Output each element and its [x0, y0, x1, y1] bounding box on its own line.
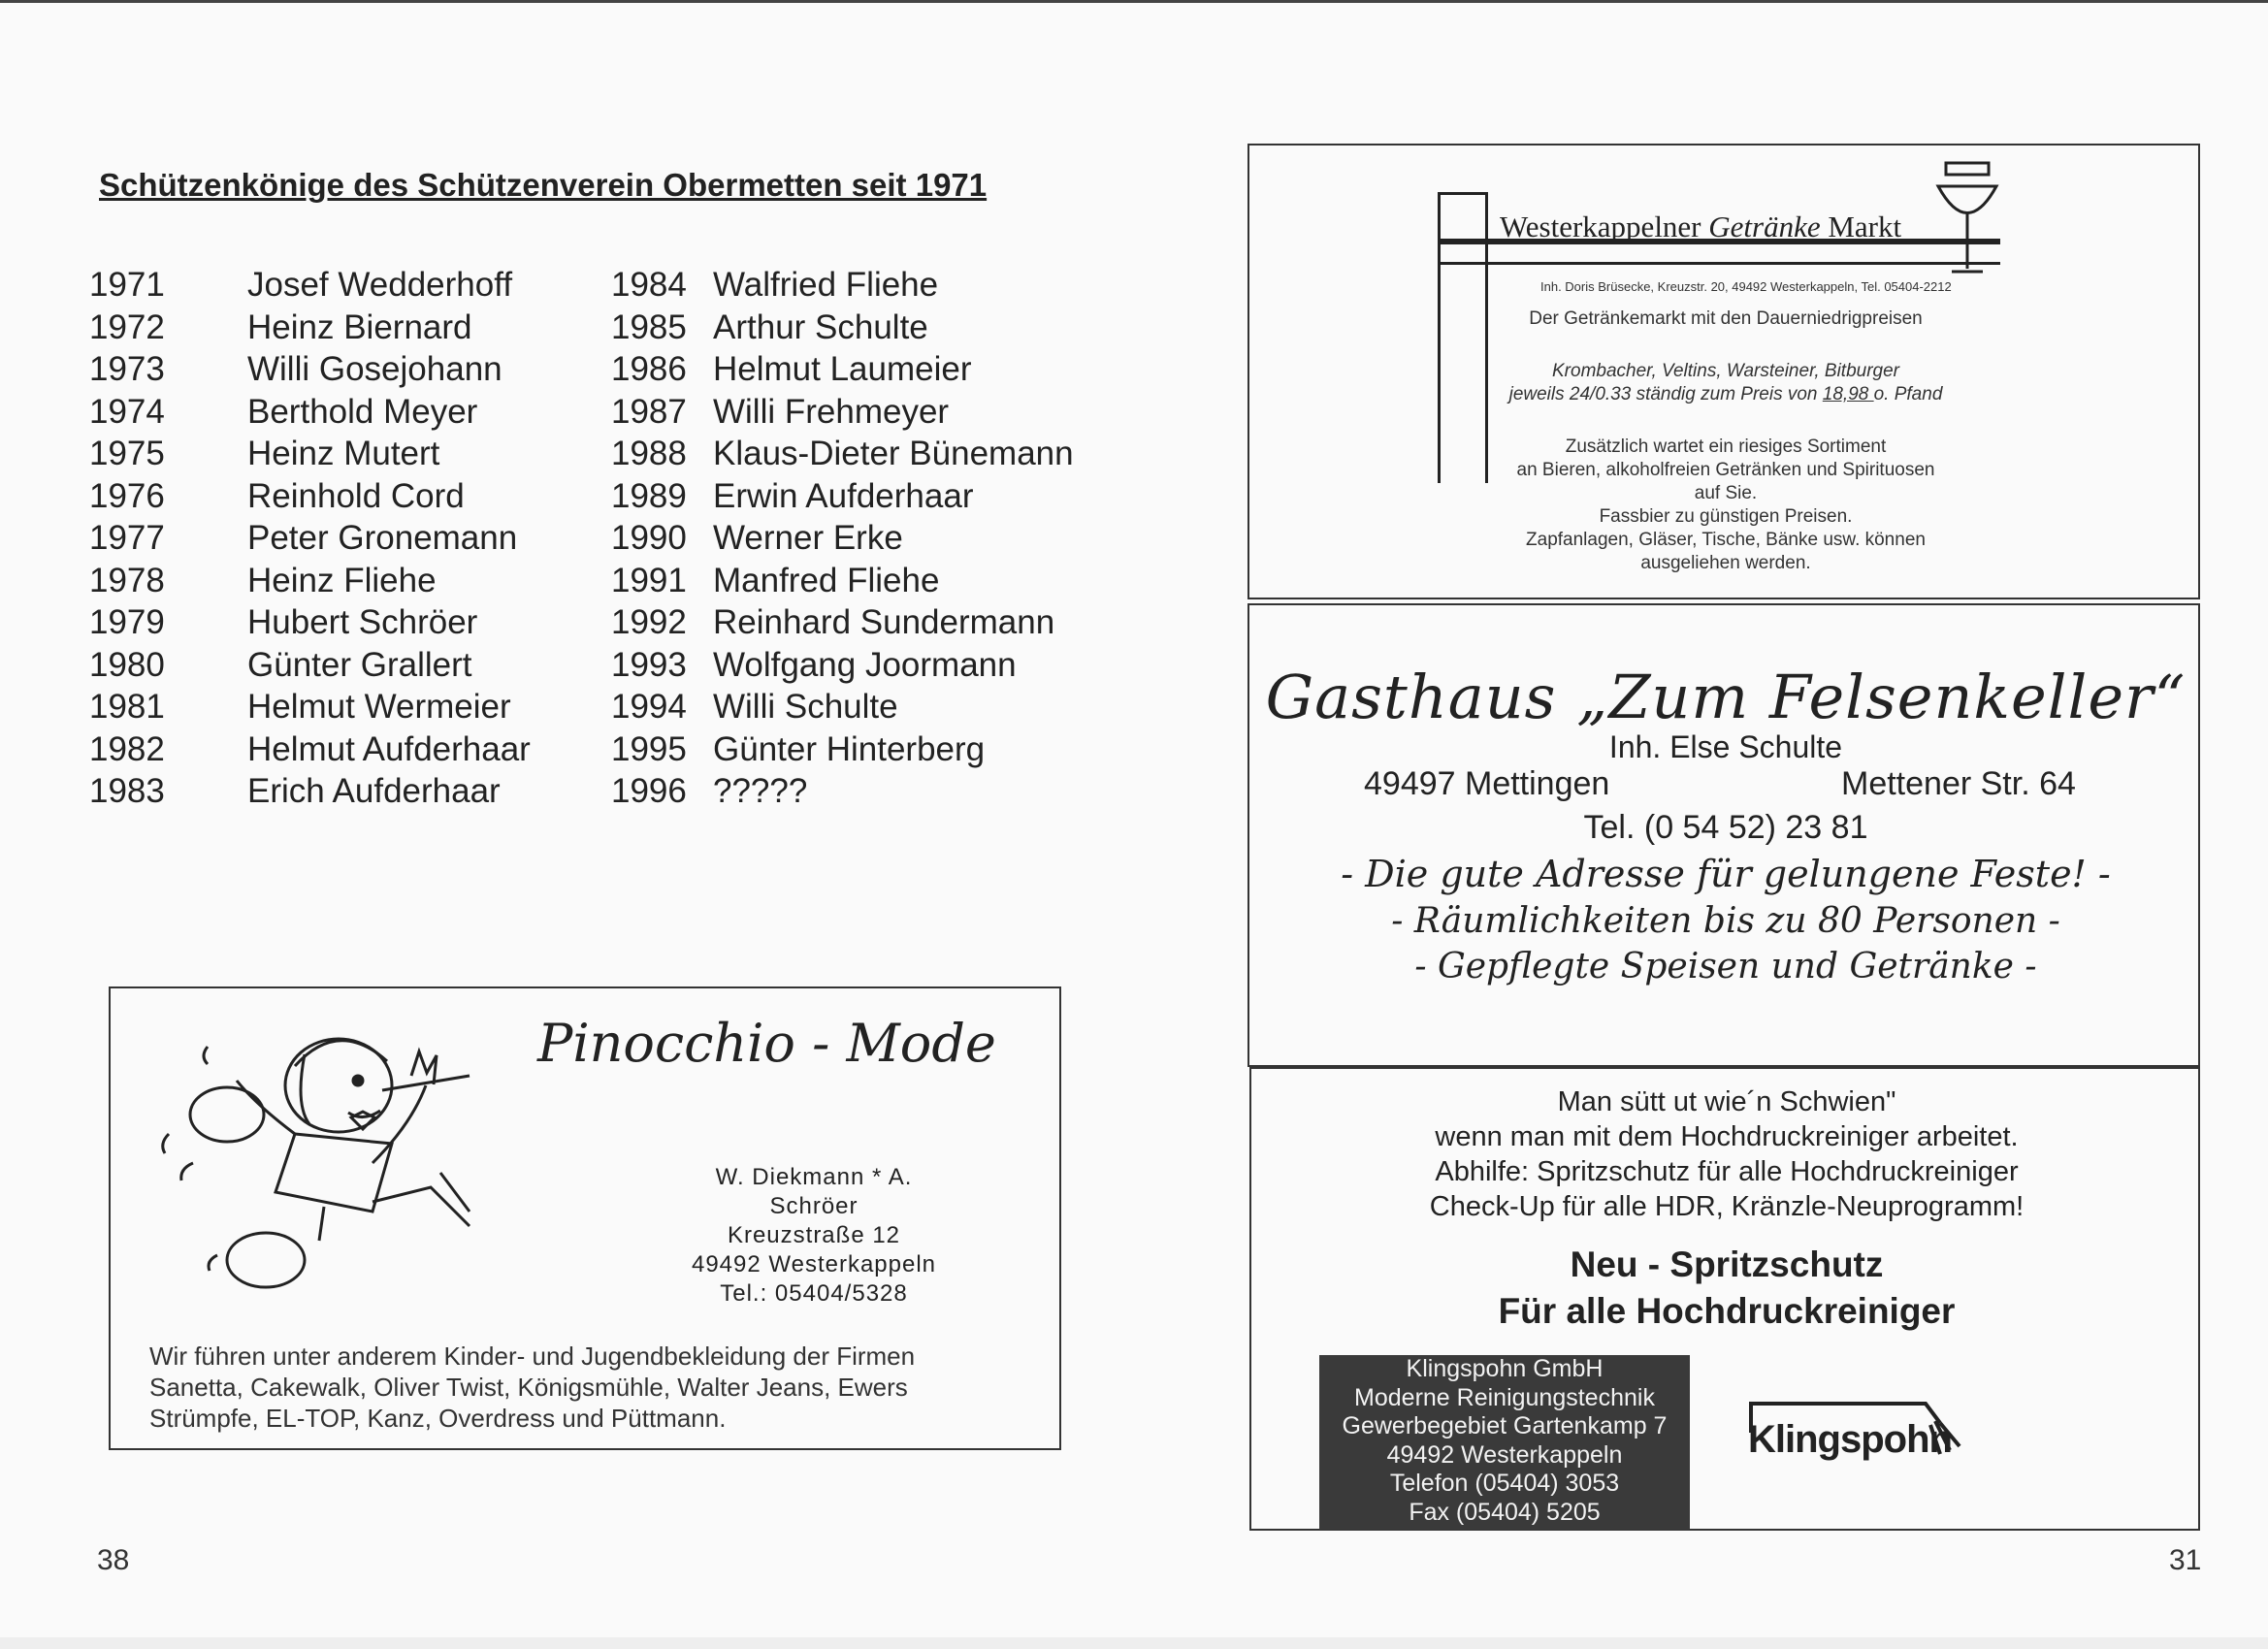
info-line: an Bieren, alkoholfreien Getränken und Spirituosen: [1516, 460, 1935, 480]
page-number-left: 38: [97, 1544, 130, 1576]
king-name: Werner Erke: [713, 519, 903, 557]
gasthaus-slogan: - Gepflegte Speisen und Getränke -: [1414, 947, 2037, 986]
gasthaus-slogan: - Die gute Adresse für gelungene Feste! -: [1341, 853, 2111, 895]
king-year: 1979: [89, 603, 165, 641]
king-year: 1982: [89, 729, 165, 768]
king-year: 1978: [89, 561, 165, 599]
king-year: 1988: [611, 435, 687, 472]
king-year: 1980: [89, 645, 165, 684]
king-name: Berthold Meyer: [247, 392, 478, 431]
info-line: Zapfanlagen, Gläser, Tische, Bänke usw. können: [1526, 530, 1926, 550]
king-name: Heinz Mutert: [247, 435, 440, 472]
king-year: 1993: [611, 645, 687, 684]
king-name: Josef Wedderhoff: [247, 266, 513, 304]
king-name: Walfried Fliehe: [713, 266, 939, 304]
king-year: 1983: [89, 772, 165, 810]
king-year: 1976: [89, 476, 165, 515]
king-name: Helmut Laumeier: [713, 350, 972, 388]
page-title: Schützenkönige des Schützenverein Obermetten seit 1971: [99, 167, 988, 203]
king-year: 1977: [89, 519, 165, 557]
king-year: 1989: [611, 476, 687, 515]
contact-line: 49492 Westerkappeln: [1386, 1440, 1623, 1469]
king-name: Klaus-Dieter Bünemann: [713, 435, 1074, 472]
gasthaus-title: Gasthaus „Zum Felsenkeller“: [1265, 662, 2187, 732]
address-line: 49492 Westerkappeln: [691, 1251, 937, 1277]
king-year: 1991: [611, 561, 687, 599]
king-year: 1973: [89, 350, 165, 388]
king-name: Arthur Schulte: [713, 307, 928, 346]
intro-line: Check-Up für alle HDR, Kränzle-Neuprogramm!: [1429, 1191, 2025, 1222]
price-text: o. Pfand: [1873, 384, 1943, 404]
getraenke-title: [1500, 210, 1901, 244]
king-year: 1994: [611, 688, 687, 726]
wine-glass-icon: [1928, 157, 2006, 283]
info-line: Fassbier zu günstigen Preisen.: [1599, 506, 1853, 527]
king-name: Willi Schulte: [713, 688, 898, 726]
pinocchio-illustration: [149, 1008, 557, 1318]
king-year: 1971: [89, 266, 165, 304]
address-line: W. Diekmann * A. Schröer: [715, 1164, 913, 1219]
intro-line: Man sütt ut wie´n Schwien": [1557, 1086, 1896, 1117]
king-name: Helmut Wermeier: [247, 688, 511, 726]
king-year: 1986: [611, 350, 687, 388]
getraenke-markt-ad: [1247, 144, 2200, 599]
page-bottom-edge: [0, 1637, 2268, 1649]
king-year: 1992: [611, 603, 687, 641]
description-line: Wir führen unter anderem Kinder- und Jugendbekleidung der Firmen: [149, 1342, 916, 1371]
beer-brands: Krombacher, Veltins, Warsteiner, Bitburger: [1552, 361, 1899, 381]
king-year: 1984: [611, 266, 687, 304]
king-name: ?????: [713, 772, 808, 810]
king-name: Wolfgang Joormann: [713, 645, 1017, 684]
headline: Für alle Hochdruckreiniger: [1498, 1291, 1956, 1331]
gasthaus-owner: Inh. Else Schulte: [1608, 729, 1843, 764]
owner-line: Inh. Doris Brüsecke, Kreuzstr. 20, 49492 Westerkappeln, Tel. 05404-2212: [1540, 279, 1952, 294]
king-year: 1974: [89, 392, 165, 431]
title-part: Getränke: [1708, 210, 1821, 243]
king-name: Hubert Schröer: [247, 603, 478, 641]
pinocchio-title: Pinocchio - Mode: [537, 1013, 996, 1074]
price-line: [1249, 384, 2202, 405]
headline: Neu - Spritzschutz: [1570, 1245, 1884, 1284]
king-year: 1972: [89, 307, 165, 346]
king-name: Helmut Aufderhaar: [247, 729, 531, 768]
gasthaus-ad: [1247, 603, 2200, 1067]
intro-line: wenn man mit dem Hochdruckreiniger arbeitet.: [1435, 1121, 2019, 1152]
king-year: 1981: [89, 688, 165, 726]
contact-block: [1319, 1355, 1690, 1530]
contact-line: Telefon (05404) 3053: [1389, 1470, 1620, 1497]
king-year: 1987: [611, 392, 687, 431]
klingspohn-logo: Klingspohn: [1748, 1418, 1952, 1461]
contact-line: Gewerbegebiet Gartenkamp 7: [1342, 1412, 1668, 1439]
address-line: Kreuzstraße 12: [727, 1222, 901, 1248]
king-year: 1985: [611, 307, 687, 346]
king-name: Reinhard Sundermann: [713, 603, 1055, 641]
kings-col2-years: [611, 264, 687, 813]
address-line: Tel.: 05404/5328: [720, 1280, 908, 1307]
info-line: Zusätzlich wartet ein riesiges Sortiment: [1565, 436, 1887, 457]
king-year: 1996: [611, 772, 687, 810]
pinocchio-address: [688, 1163, 940, 1309]
info-line: auf Sie.: [1694, 483, 1758, 503]
king-name: Willi Gosejohann: [247, 350, 502, 388]
king-name: Reinhold Cord: [247, 476, 465, 515]
kings-col1-names: [247, 264, 531, 813]
pinocchio-description: [149, 1341, 915, 1434]
contact-line: Moderne Reinigungstechnik: [1354, 1383, 1655, 1411]
info-line: ausgeliehen werden.: [1640, 553, 1811, 573]
description-line: Sanetta, Cakewalk, Oliver Twist, Königsmühle, Walter Jeans, Ewers: [149, 1373, 908, 1402]
king-name: Günter Grallert: [247, 645, 472, 684]
klingspohn-ad: [1249, 1067, 2200, 1531]
price-value: 18,98: [1822, 384, 1874, 404]
king-name: Erich Aufderhaar: [247, 772, 501, 810]
king-name: Manfred Fliehe: [713, 561, 940, 599]
gasthaus-phone: Tel. (0 54 52) 23 81: [1583, 809, 1868, 846]
price-text: jeweils 24/0.33 ständig zum Preis von: [1508, 384, 1823, 404]
pinocchio-ad: [109, 986, 1061, 1450]
title-part: Markt: [1820, 210, 1902, 243]
king-year: 1990: [611, 519, 687, 557]
king-name: Heinz Fliehe: [247, 561, 437, 599]
page-number-right: 31: [2169, 1544, 2202, 1576]
contact-line: Klingspohn GmbH: [1406, 1355, 1604, 1382]
gasthaus-slogan: - Räumlichkeiten bis zu 80 Personen -: [1391, 901, 2060, 941]
king-name: Willi Frehmeyer: [713, 392, 950, 431]
intro-line: Abhilfe: Spritzschutz für alle Hochdruckreiniger: [1435, 1156, 2019, 1187]
king-name: Heinz Biernard: [247, 307, 472, 346]
king-year: 1995: [611, 729, 687, 768]
king-year: 1975: [89, 435, 165, 472]
title-part: Westerkappelner: [1500, 210, 1709, 243]
king-name: Peter Gronemann: [247, 519, 518, 557]
contact-line: Fax (05404) 5205: [1409, 1498, 1601, 1526]
top-edge-line: [0, 0, 2268, 3]
gasthaus-street: Mettener Str. 64: [1841, 765, 2076, 802]
description-line: Strümpfe, EL-TOP, Kanz, Overdress und Püttmann.: [149, 1404, 727, 1433]
kings-col1-years: [89, 264, 165, 813]
gasthaus-city: 49497 Mettingen: [1364, 765, 1610, 802]
kings-col2-names: [713, 264, 1074, 813]
king-name: Günter Hinterberg: [713, 729, 986, 768]
king-name: Erwin Aufderhaar: [713, 476, 974, 515]
logo-rule: [1438, 262, 2000, 265]
tagline: Der Getränkemarkt mit den Dauerniedrigpreisen: [1529, 308, 1923, 329]
